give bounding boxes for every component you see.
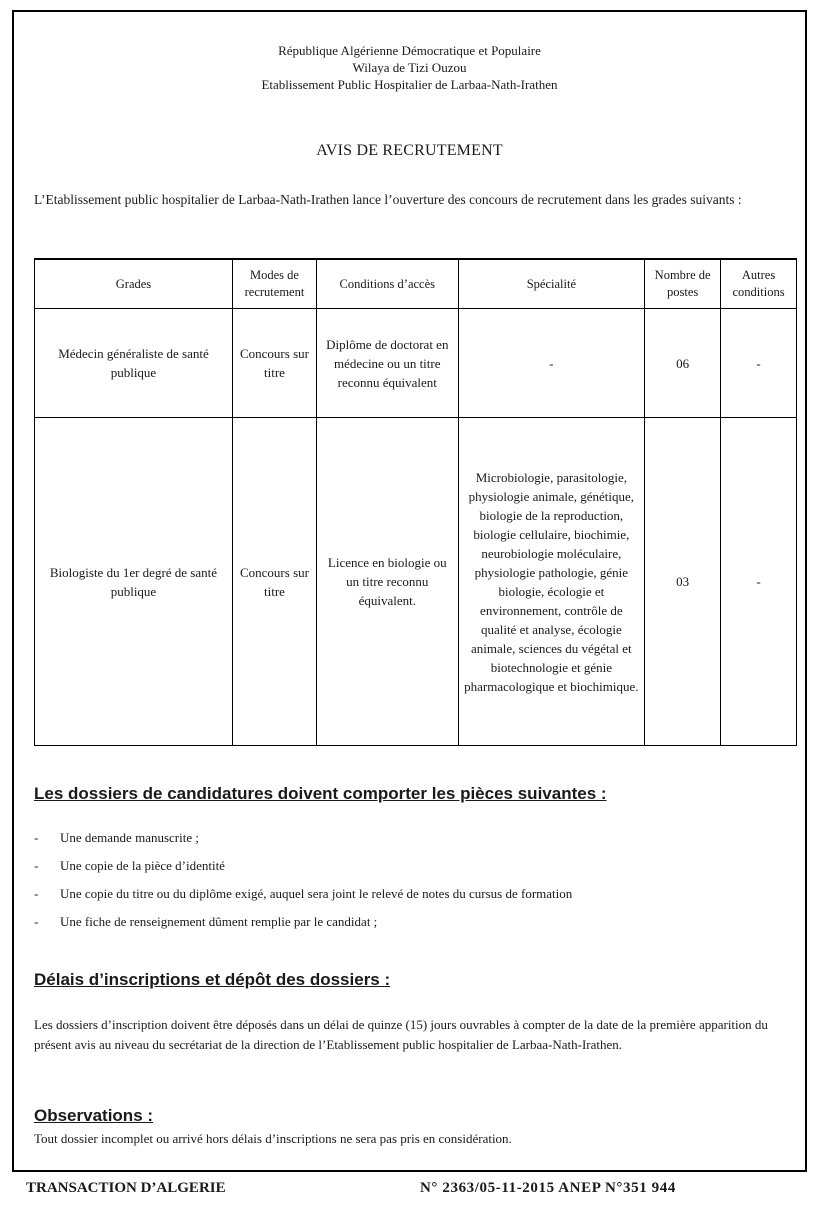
cell-specialite: -	[458, 309, 645, 418]
header-wilaya: Wilaya de Tizi Ouzou	[352, 60, 467, 75]
list-item: - Une demande manuscrite ;	[34, 824, 572, 852]
cell-grade: Médecin généraliste de santé publique	[35, 309, 233, 418]
header-establishment: Etablissement Public Hospitalier de Larbaa-Nath-Irathen	[261, 77, 558, 92]
table-header-row	[35, 259, 797, 309]
list-item: - Une fiche de renseignement dûment remplie par le candidat ;	[34, 908, 572, 936]
table-row	[35, 309, 797, 418]
document-title: AVIS DE RECRUTEMENT	[316, 142, 503, 159]
footer-publication: TRANSACTION D’ALGERIE	[26, 1180, 226, 1196]
dossiers-list	[34, 824, 572, 936]
cell-conditions: Licence en biologie ou un titre reconnu équivalent.	[317, 418, 459, 746]
observations-paragraph: Tout dossier incomplet ou arrivé hors délais d’inscriptions ne sera pas pris en considération.	[34, 1131, 512, 1146]
delais-heading: Délais d’inscriptions et dépôt des dossiers :	[34, 970, 391, 989]
recruitment-table	[34, 258, 797, 746]
footer-reference: N° 2363/05-11-2015 ANEP N°351 944	[420, 1180, 676, 1196]
cell-conditions: Diplôme de doctorat en médecine ou un titre reconnu équivalent	[317, 309, 459, 418]
cell-postes: 06	[645, 309, 721, 418]
document-header	[14, 42, 805, 93]
header-grades: Grades	[35, 259, 233, 309]
cell-mode: Concours sur titre	[232, 418, 316, 746]
delais-paragraph: Les dossiers d’inscription doivent être déposés dans un délai de quinze (15) jours ouvrables à compter de la date de la première apparition du présent avis au niveau du secrétariat de la direction de l’Etablissement public hospitalier de Larbaa-Nath-Irathen.	[34, 1017, 768, 1052]
table-row	[35, 418, 797, 746]
cell-mode: Concours sur titre	[232, 309, 316, 418]
header-specialite: Spécialité	[458, 259, 645, 309]
dossiers-heading: Les dossiers de candidatures doivent comporter les pièces suivantes :	[34, 784, 607, 803]
header-nombre-postes: Nombre de postes	[645, 259, 721, 309]
header-autres-conditions: Autres conditions	[721, 259, 797, 309]
intro-paragraph: L’Etablissement public hospitalier de Larbaa-Nath-Irathen lance l’ouverture des concours de recrutement dans les grades suivants :	[34, 192, 742, 207]
list-item: - Une copie de la pièce d’identité	[34, 852, 572, 880]
header-modes: Modes de recrutement	[232, 259, 316, 309]
cell-postes: 03	[645, 418, 721, 746]
observations-heading: Observations :	[34, 1106, 154, 1125]
header-republic: République Algérienne Démocratique et Populaire	[278, 43, 541, 58]
header-conditions: Conditions d’accès	[317, 259, 459, 309]
cell-autres: -	[721, 309, 797, 418]
cell-specialite: Microbiologie, parasitologie, physiologie animale, génétique, biologie de la reproduction, biologie cellulaire, biochimie, neurobiologie moléculaire, physiologie pathologie, génie biologie, écologie et environnement, contrôle de qualité et analyse, écologie animale, sciences du végétal et biotechnologie et génie pharmacologique et biochimique.	[458, 418, 645, 746]
list-item: - Une copie du titre ou du diplôme exigé, auquel sera joint le relevé de notes du cursus de formation	[34, 880, 572, 908]
document-frame	[12, 10, 807, 1172]
cell-grade: Biologiste du 1er degré de santé publique	[35, 418, 233, 746]
cell-autres: -	[721, 418, 797, 746]
